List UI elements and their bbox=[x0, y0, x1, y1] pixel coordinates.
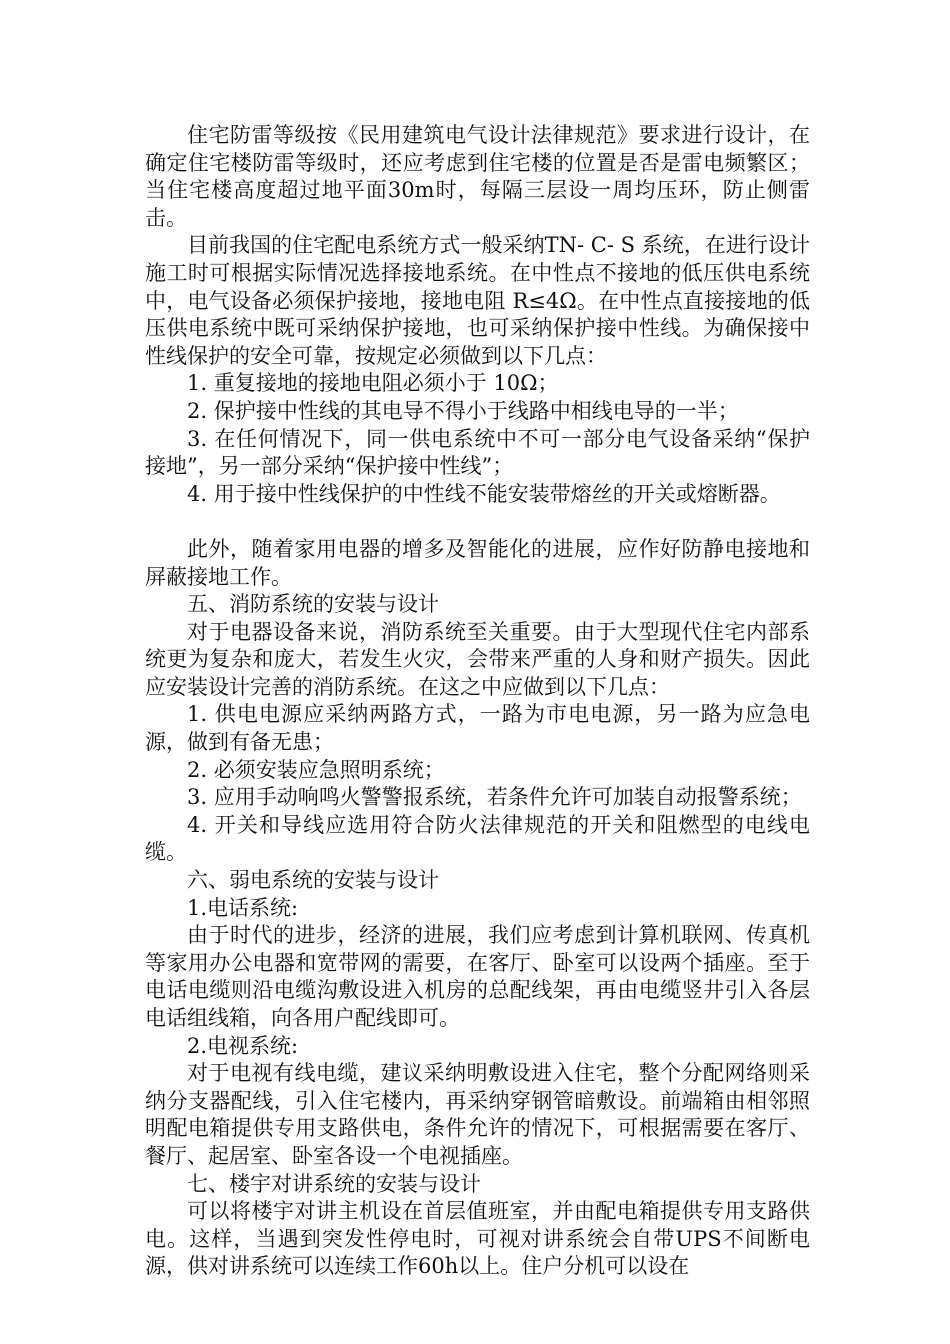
list-item-grounding-4: 4. 用于接中性线保护的中性线不能安装带熔丝的开关或熔断器。 bbox=[187, 481, 781, 506]
list-item-fire-2: 2. 必须安装应急照明系统； bbox=[187, 757, 445, 782]
paragraph-tv-system: 对于电视有线电缆，建议采纳明敷设进入住宅，整个分配网络则采纳分支器配线，引入住宅楼内，再采纳穿钢管暗敷设。前端箱由相邻照明配电箱提供专用支路供电，条件允许的情况下，可根据需要在客厅、餐厅、起居室、卧室各设一个电视插座。 bbox=[145, 1061, 810, 1168]
document-body bbox=[145, 122, 810, 1281]
paragraph-intercom: 可以将楼宇对讲主机设在首层值班室，并由配电箱提供专用支路供电。这样，当遇到突发性停电时，可视对讲系统会自带UPS不间断电源，供对讲系统可以连续工作60h以上。住户分机可以设在 bbox=[145, 1199, 810, 1279]
blank-line bbox=[145, 508, 810, 536]
subheading-telephone-system: 1.电话系统: bbox=[187, 895, 299, 920]
list-item-fire-1: 1. 供电电源应采纳两路方式，一路为市电电源，另一路为应急电源，做到有备无患； bbox=[145, 702, 810, 755]
subheading-tv-system: 2.电视系统: bbox=[187, 1033, 299, 1058]
paragraph-grounding-system: 目前我国的住宅配电系统方式一般采纳TN- C- S 系统，在进行设计施工时可根据实际情况选择接地系统。在中性点不接地的低压供电系统中，电气设备必须保护接地，接地电阻 R≤4Ω。在中性点直接接地的低压供电系统中既可采纳保护接地，也可采纳保护接中性线。为确保接中性线保护的安全可靠，按规定必须做到以下几点： bbox=[145, 233, 810, 368]
list-item-grounding-2: 2. 保护接中性线的其电导不得小于线路中相线电导的一半； bbox=[187, 398, 739, 423]
list-item-fire-4: 4. 开关和导线应选用符合防火法律规范的开关和阻燃型的电线电缆。 bbox=[145, 812, 810, 865]
paragraph-static-grounding: 此外，随着家用电器的增多及智能化的进展，应作好防静电接地和屏蔽接地工作。 bbox=[145, 536, 810, 589]
section-heading-fire-system: 五、消防系统的安装与设计 bbox=[187, 592, 439, 617]
list-item-grounding-1: 1. 重复接地的接地电阻必须小于 10Ω； bbox=[187, 371, 559, 396]
list-item-grounding-3: 3. 在任何情况下，同一供电系统中不可一部分电气设备采纳“保护接地”，另一部分采纳“保护接中性线”； bbox=[145, 426, 810, 479]
list-item-fire-3: 3. 应用手动响鸣火警警报系统，若条件允许可加装自动报警系统； bbox=[187, 785, 802, 810]
section-heading-intercom: 七、楼宇对讲系统的安装与设计 bbox=[187, 1171, 481, 1196]
paragraph-telephone-system: 由于时代的进步，经济的进展，我们应考虑到计算机联网、传真机等家用办公电器和宽带网的需要，在客厅、卧室可以设两个插座。至于电话电缆则沿电缆沟敷设进入机房的总配线架，再由电缆竖井引入各层电话组线箱，向各用户配线即可。 bbox=[145, 923, 810, 1030]
paragraph-lightning-protection: 住宅防雷等级按《民用建筑电气设计法律规范》要求进行设计，在确定住宅楼防雷等级时，还应考虑到住宅楼的位置是否是雷电频繁区；当住宅楼高度超过地平面30m时，每隔三层设一周均压环，防止侧雷击。 bbox=[145, 123, 810, 230]
paragraph-fire-system: 对于电器设备来说，消防系统至关重要。由于大型现代住宅内部系统更为复杂和庞大，若发生火灾，会带来严重的人身和财产损失。因此应安装设计完善的消防系统。在这之中应做到以下几点： bbox=[145, 619, 810, 699]
section-heading-weak-current: 六、弱电系统的安装与设计 bbox=[187, 868, 439, 893]
